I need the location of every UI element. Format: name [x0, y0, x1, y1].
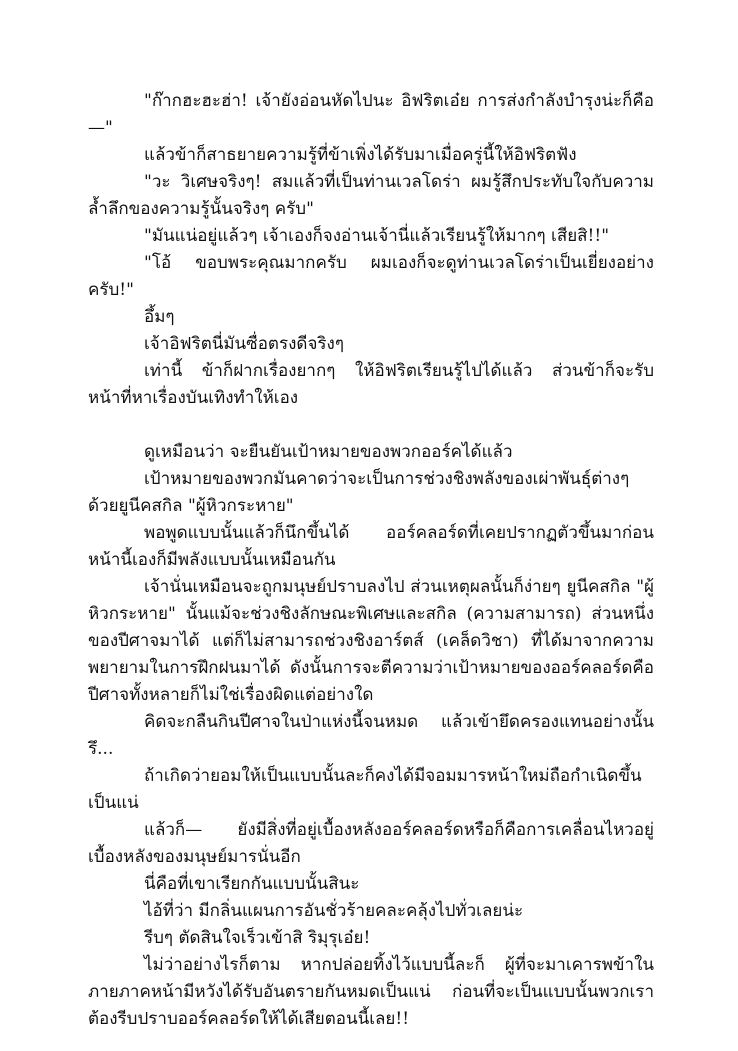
document-body: [88, 88, 654, 1033]
paragraph: ดูเหมือนว่า จะยืนยันเป้าหมายของพวกออร์คได้แล้ว: [144, 442, 513, 462]
paragraph: รีบๆ ตัดสินใจเร็วเข้าสิ ริมุรุเอ๋ย!: [144, 928, 371, 948]
paragraph: "โอ้ ขอบพระคุณมากครับ ผมเองก็จะดูท่านเวลโดร่าเป็นเยี่ยงอย่างครับ!": [88, 253, 654, 300]
paragraph: ไอ้ที่ว่า มีกลิ่นแผนการอันชั่วร้ายคละคลุ้งไปทั่วเลยน่ะ: [144, 901, 524, 921]
paragraph: เจ้านั่นเหมือนจะถูกมนุษย์ปราบลงไป ส่วนเหตุผลนั้นก็ง่ายๆ ยูนีคสกิล "ผู้หิวกระหาย" นั้นแม้จะช่วงชิงลักษณะพิเศษและสกิล (ความสามารถ) ส่วนหนึ่งของปีศาจมาได้ แต่ก็ไม่สามารถช่วงชิงอาร์ตส์ (เคล็ดวิชา) ที่ได้มาจากความพยายามในการฝึกฝนมาได้ ดังนั้นการจะตีความว่าเป้าหมายของออร์คลอร์ดคือปีศาจทั้งหลายก็ไม่ใช่เรื่องผิดแต่อย่างใด: [88, 577, 654, 705]
paragraph: เจ้าอิฟริตนี่มันซื่อตรงดีจริงๆ: [144, 334, 344, 354]
paragraph: "ก๊ากฮะฮะฮ่า! เจ้ายังอ่อนหัดไปนะ อิฟริตเอ๋ย การส่งกำลังบำรุงน่ะก็คือ—": [88, 91, 654, 138]
paragraph: เท่านี้ ข้าก็ฝากเรื่องยากๆ ให้อิฟริตเรียนรู้ไปได้แล้ว ส่วนข้าก็จะรับหน้าที่หาเรื่องบันเทิงทำให้เอง: [88, 361, 654, 408]
paragraph: "วะ วิเศษจริงๆ! สมแล้วที่เป็นท่านเวลโดร่า ผมรู้สึกประทับใจกับความล้ำลึกของความรู้นั้นจริงๆ ครับ": [88, 172, 654, 219]
paragraph: พอพูดแบบนั้นแล้วก็นึกขึ้นได้ ออร์คลอร์ดที่เคยปรากฏตัวขึ้นมาก่อนหน้านี้เองก็มีพลังแบบนั้นเหมือนกัน: [88, 523, 654, 570]
paragraph: นี่คือที่เขาเรียกกันแบบนั้นสินะ: [144, 874, 360, 894]
paragraph: "มันแน่อยู่แล้วๆ เจ้าเองก็จงอ่านเจ้านี่แล้วเรียนรู้ให้มากๆ เสียสิ!!": [144, 226, 610, 246]
paragraph: ไม่ว่าอย่างไรก็ตาม หากปล่อยทิ้งไว้แบบนี้ละก็ ผู้ที่จะมาเคารพข้าในภายภาคหน้ามีหวังได้รับอันตรายกันหมดเป็นแน่ ก่อนที่จะเป็นแบบนั้นพวกเราต้องรีบปราบออร์คลอร์ดให้ได้เสียตอนนี้เลย!!: [88, 955, 654, 1029]
paragraph: คิดจะกลืนกินปีศาจในป่าแห่งนี้จนหมด แล้วเข้ายึดครองแทนอย่างนั้นรึ...: [88, 712, 654, 759]
paragraph: แล้วข้าก็สาธยายความรู้ที่ข้าเพิ่งได้รับมาเมื่อครู่นี้ให้อิฟริตฟัง: [144, 145, 577, 165]
paragraph: อึ้มๆ: [144, 307, 175, 327]
paragraph: เป้าหมายของพวกมันคาดว่าจะเป็นการช่วงชิงพลังของเผ่าพันธุ์ต่างๆ ด้วยยูนีคสกิล "ผู้หิวกระหาย": [88, 469, 630, 516]
paragraph: ถ้าเกิดว่ายอมให้เป็นแบบนั้นละก็คงได้มีจอมมารหน้าใหม่ถือกำเนิดขึ้นเป็นแน่: [88, 766, 642, 813]
paragraph: แล้วก็— ยังมีสิ่งที่อยู่เบื้องหลังออร์คลอร์ดหรือก็คือการเคลื่อนไหวอยู่เบื้องหลังของมนุษย์มารนั่นอีก: [88, 820, 654, 867]
paragraph-spacer: [88, 412, 654, 439]
